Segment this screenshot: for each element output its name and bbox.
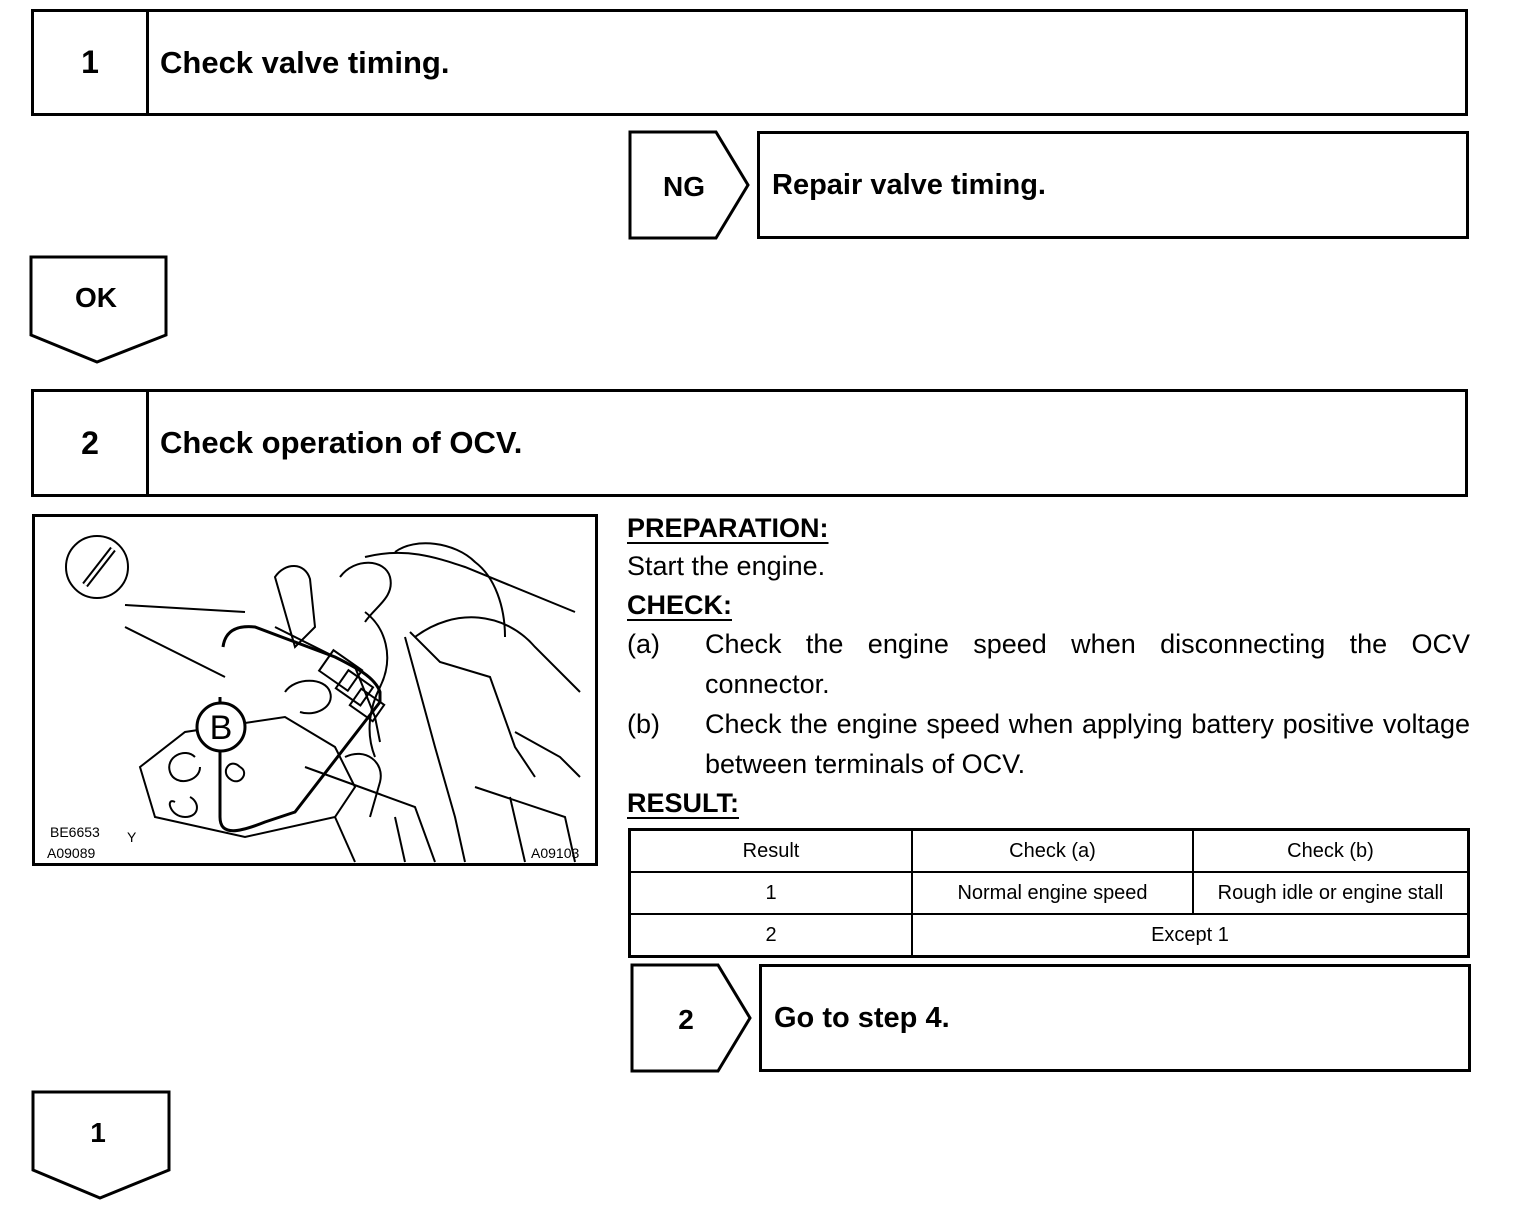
result-table bbox=[628, 828, 1470, 958]
ocv-figure bbox=[32, 514, 598, 866]
table-header-row bbox=[630, 830, 1469, 873]
check-item-b-label: (b) bbox=[627, 709, 660, 739]
table-row bbox=[630, 872, 1469, 914]
ng-label: NG bbox=[663, 171, 705, 202]
ng-result-text: Repair valve timing. bbox=[772, 168, 1046, 201]
ok-label: OK bbox=[75, 282, 117, 313]
figure-code-bottom: A09089 bbox=[47, 845, 96, 861]
ok-arrow-tag bbox=[29, 255, 169, 365]
table-cell: 1 bbox=[630, 872, 913, 914]
table-cell: Except 1 bbox=[912, 914, 1469, 957]
check-item-a-label: (a) bbox=[627, 629, 660, 659]
check-heading: CHECK: bbox=[627, 590, 732, 620]
table-header-cell: Result bbox=[630, 830, 913, 873]
figure-code-top: BE6653 bbox=[50, 824, 100, 840]
check-item-b-text: Check the engine speed when applying battery positive voltage between terminals of OCV. bbox=[705, 709, 1470, 779]
ng-result-box bbox=[757, 131, 1469, 239]
check-item-b bbox=[627, 704, 1470, 784]
result-heading: RESULT: bbox=[627, 788, 739, 818]
result-2-arrow-tag bbox=[630, 963, 754, 1075]
check-item-a-text: Check the engine speed when disconnecting the OCV connector. bbox=[705, 629, 1470, 699]
result-1-label: 1 bbox=[90, 1117, 106, 1148]
table-header-cell: Check (b) bbox=[1193, 830, 1469, 873]
check-item-a bbox=[627, 624, 1470, 704]
result-2-text: Go to step 4. bbox=[774, 1001, 950, 1034]
step-1-box bbox=[31, 9, 1468, 116]
figure-code-right: A09103 bbox=[531, 845, 580, 861]
instructions bbox=[627, 510, 1470, 822]
result-2-box bbox=[759, 964, 1471, 1072]
preparation-text: Start the engine. bbox=[627, 551, 826, 581]
figure-marker-label: B bbox=[209, 709, 233, 747]
table-row bbox=[630, 914, 1469, 957]
table-cell: Rough idle or engine stall bbox=[1193, 872, 1469, 914]
figure-code-mid: Y bbox=[127, 829, 137, 845]
step-2-number: 2 bbox=[34, 392, 149, 494]
table-cell: Normal engine speed bbox=[912, 872, 1193, 914]
step-1-number: 1 bbox=[34, 12, 149, 113]
engine-illustration bbox=[35, 517, 595, 863]
step-2-title: Check operation of OCV. bbox=[160, 425, 523, 460]
preparation-heading: PREPARATION: bbox=[627, 513, 829, 543]
table-header-cell: Check (a) bbox=[912, 830, 1193, 873]
result-1-arrow-tag bbox=[31, 1090, 172, 1202]
step-2-box bbox=[31, 389, 1468, 497]
result-2-label: 2 bbox=[678, 1004, 694, 1035]
ng-arrow-tag bbox=[628, 130, 752, 242]
table-cell: 2 bbox=[630, 914, 913, 957]
step-1-title: Check valve timing. bbox=[160, 44, 450, 80]
